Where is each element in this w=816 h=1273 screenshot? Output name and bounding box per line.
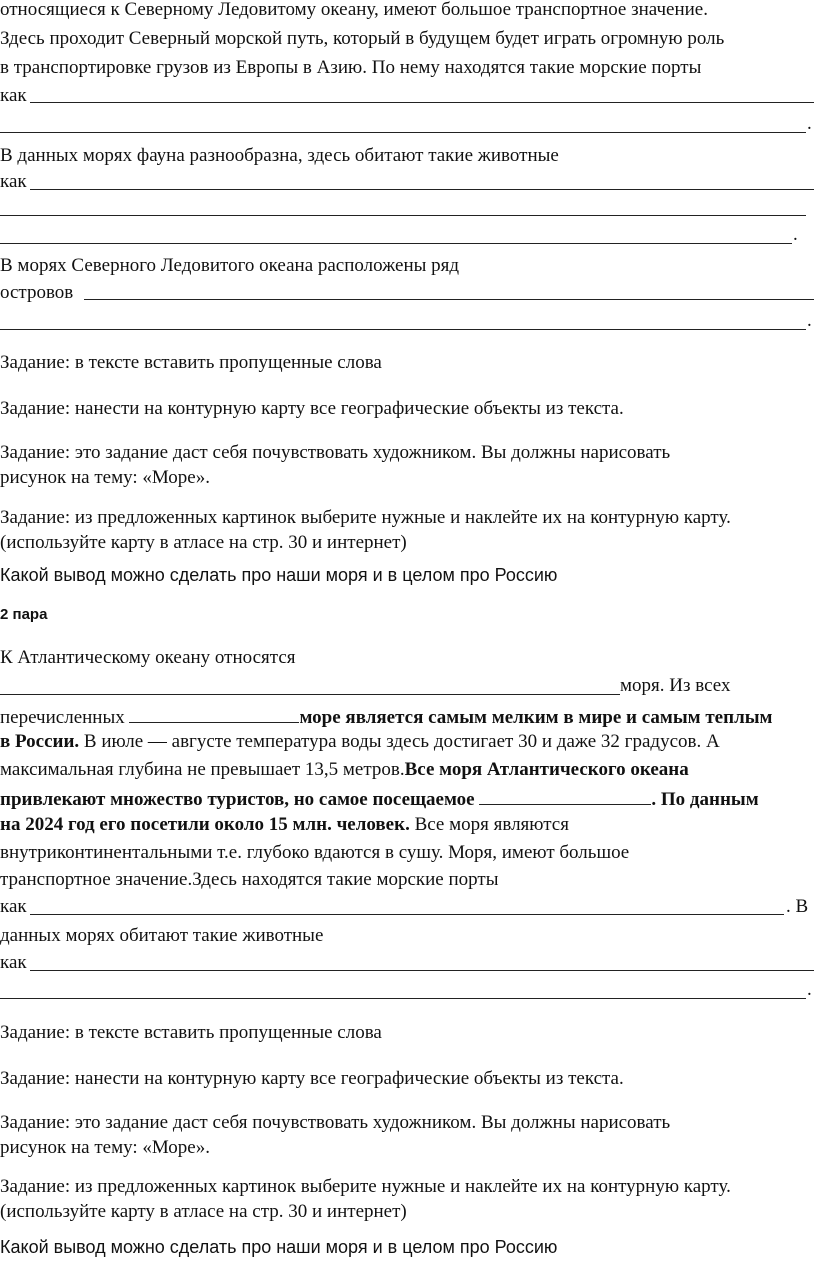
fauna-label: как [0,952,27,973]
tourists-text: Все моря Атлантического океана [404,759,689,780]
paragraph-line [0,704,773,730]
blank-line[interactable] [0,694,620,695]
blank-line[interactable] [0,329,806,330]
task-item: рисунок на тему: «Море». [0,1137,210,1158]
listed-text: перечисленных [0,707,125,728]
ports-end-text: . В [786,896,809,917]
task-item: Задание: это задание даст себя почувствовать художником. Вы должны нарисовать [0,1112,671,1133]
end-dot: . [807,113,812,134]
end-dot: . [807,979,812,1000]
blank-line[interactable] [30,970,814,971]
paragraph-line [0,786,759,812]
blank-line[interactable] [0,243,792,244]
paragraph-line [0,730,720,754]
paragraph-line [0,813,569,837]
fauna-text: данных морях обитают такие животные [0,925,324,946]
ports-label: как [0,896,27,917]
inline-blank[interactable] [129,704,299,723]
intro-text: К Атлантическому океану относятся [0,647,296,668]
temp-text: В июле — августе температура воды здесь достигает 30 и даже 32 градусов. А [79,731,720,752]
blank-line[interactable] [30,914,784,915]
russia-text: в России. [0,731,80,752]
inland-text: Все моря являются [409,814,569,835]
blank-line[interactable] [0,132,806,133]
attract-text: привлекают множество туристов, но самое посещаемое [0,789,475,810]
conclusion-question: Какой вывод можно сделать про наши моря и в целом про Россию [0,1237,558,1257]
task-item: Задание: нанести на контурную карту все географические объекты из текста. [0,1068,624,1089]
fauna-label: как [0,171,27,192]
paragraph-line: Здесь проходит Северный морской путь, который в будущем будет играть огромную роль [0,28,725,49]
paragraph-line: внутриконтинентальными т.е. глубоко вдаются в сушу. Моря, имеют большое [0,842,630,863]
blank-line[interactable] [30,102,814,103]
inline-blank[interactable] [479,786,651,805]
by-data-text: . По данным [651,789,759,810]
paragraph-line: транспортное значение.Здесь находятся такие морские порты [0,869,499,890]
task-item: Задание: из предложенных картинок выберите нужные и наклейте их на контурную карту. [0,1176,731,1197]
task-item: рисунок на тему: «Море». [0,467,210,488]
task-item: Задание: это задание даст себя почувствовать художником. Вы должны нарисовать [0,442,671,463]
seas-text: моря. Из всех [620,675,731,696]
islands-label: островов [0,282,74,303]
paragraph-line: в транспортировке грузов из Европы в Азию. По нему находятся такие морские порты [0,57,702,78]
ports-label: как [0,85,27,106]
task-item: Задание: из предложенных картинок выберите нужные и наклейте их на контурную карту. [0,507,731,528]
shallow-text: море является самым мелким в мире и самым теплым [299,707,773,728]
paragraph-line: относящиеся к Северному Ледовитому океану, имеют большое транспортное значение. [0,0,708,20]
task-item: Задание: нанести на контурную карту все географические объекты из текста. [0,398,624,419]
depth-text: максимальная глубина не превышает 13,5 метров. [0,759,405,780]
blank-line[interactable] [0,998,806,999]
task-item: Задание: в тексте вставить пропущенные слова [0,1022,382,1043]
blank-line[interactable] [84,299,814,300]
end-dot: . [793,224,798,245]
paragraph-line [0,758,689,782]
fauna-text: В данных морях фауна разнообразна, здесь обитают такие животные [0,145,559,166]
section-heading: 2 пара [0,606,48,623]
islands-text: В морях Северного Ледовитого океана расположены ряд [0,255,460,276]
task-item: (используйте карту в атласе на стр. 30 и интернет) [0,1201,407,1222]
year-text: на 2024 год его посетили около 15 млн. человек. [0,814,410,835]
conclusion-question: Какой вывод можно сделать про наши моря и в целом про Россию [0,565,558,585]
end-dot: . [807,310,812,331]
task-item: (используйте карту в атласе на стр. 30 и интернет) [0,532,407,553]
blank-line[interactable] [30,189,814,190]
blank-line[interactable] [0,215,806,216]
task-item: Задание: в тексте вставить пропущенные слова [0,352,382,373]
